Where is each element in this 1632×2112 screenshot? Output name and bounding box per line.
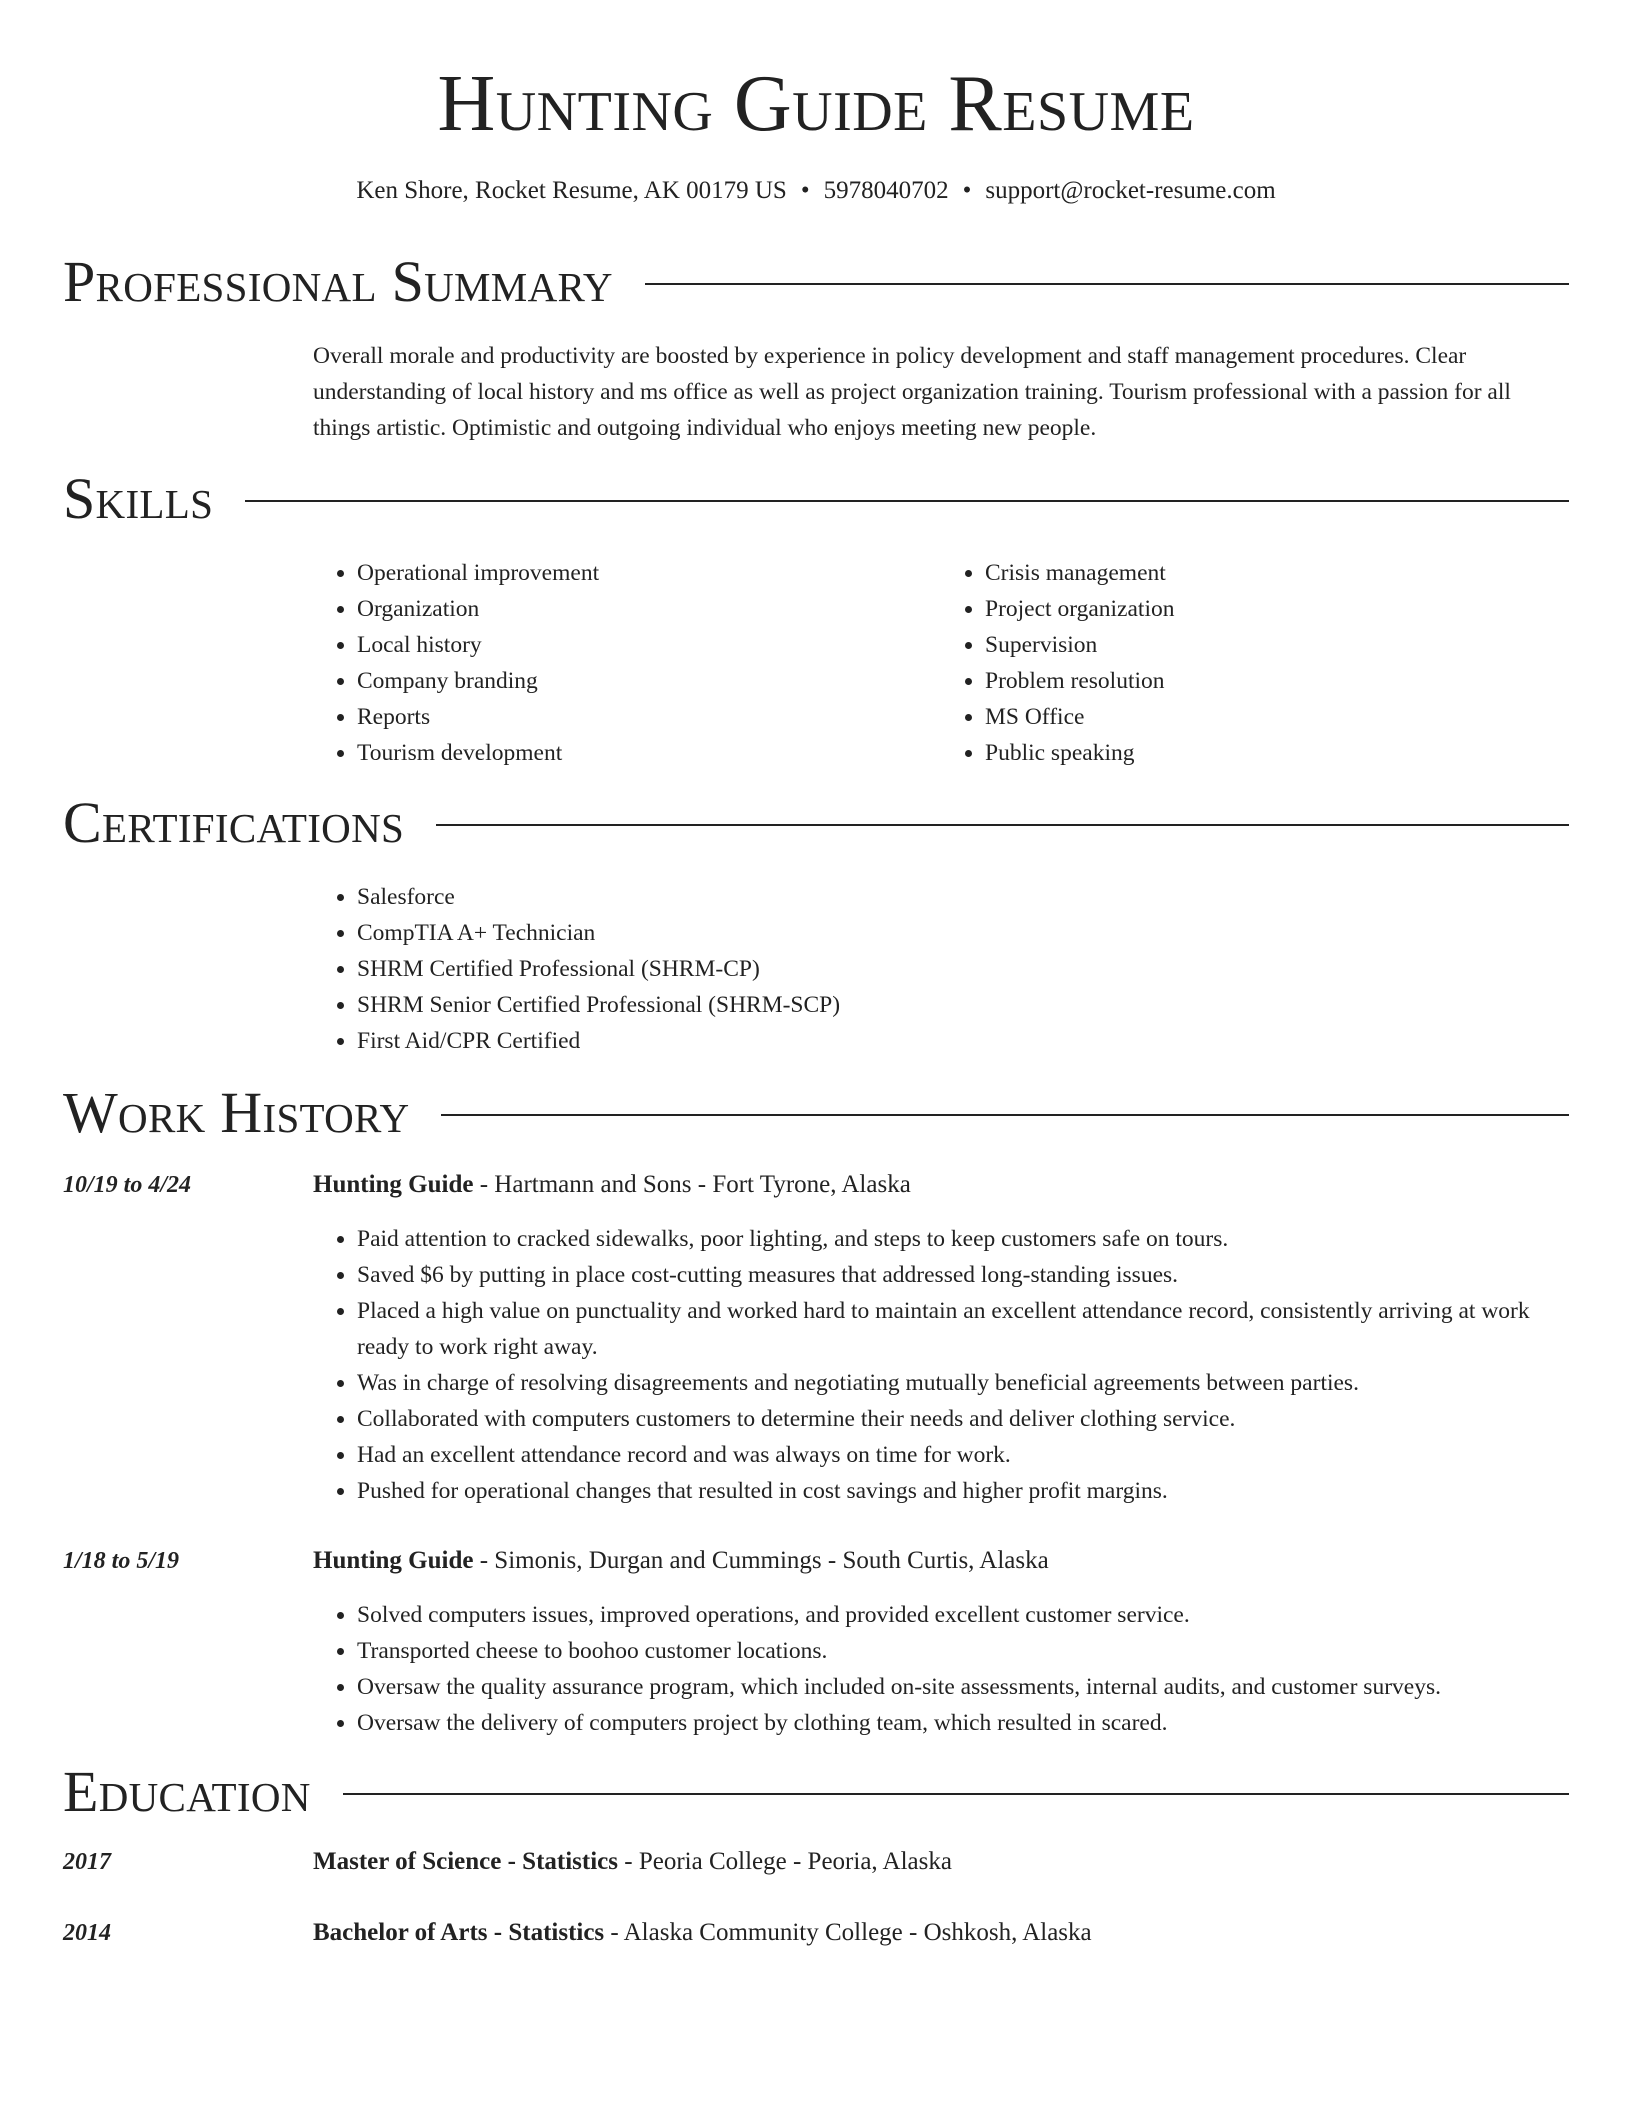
section-title: Certifications — [63, 790, 405, 855]
certification-item: • CompTIA A+ Technician — [357, 915, 1569, 951]
section-divider — [245, 500, 1569, 502]
skills-list-right — [941, 555, 1569, 771]
duty-item: • Collaborated with computers customers to determine their needs and deliver clothing service. — [357, 1401, 1569, 1437]
skills-list-left — [313, 555, 941, 771]
skill-item: • Organization — [357, 591, 941, 627]
section-header — [63, 791, 1569, 855]
section-title: Work History — [63, 1080, 410, 1145]
job-duties — [313, 1597, 1569, 1741]
skill-item: • Supervision — [985, 627, 1569, 663]
certification-item: • SHRM Certified Professional (SHRM-CP) — [357, 951, 1569, 987]
duty-item: • Had an excellent attendance record and was always on time for work. — [357, 1437, 1569, 1473]
duty-item: • Paid attention to cracked sidewalks, poor lighting, and steps to keep customers safe on tours. — [357, 1221, 1569, 1257]
education-entry — [63, 1915, 1569, 1951]
skill-item: • Tourism development — [357, 735, 941, 771]
section-divider — [441, 1114, 1569, 1116]
job-dates: 10/19 to 4/24 — [63, 1172, 192, 1198]
bullet-separator: • — [962, 177, 972, 204]
contact-address: Ken Shore, Rocket Resume, AK 00179 US — [356, 177, 787, 204]
job-duties-list — [313, 1221, 1569, 1509]
job-dates: 1/18 to 5/19 — [63, 1548, 180, 1574]
skill-item: • Public speaking — [985, 735, 1569, 771]
duty-item: • Oversaw the delivery of computers project by clothing team, which resulted in scared. — [357, 1705, 1569, 1741]
section-divider — [645, 283, 1569, 285]
contact-email: support@rocket-resume.com — [985, 177, 1276, 204]
skill-item: • Local history — [357, 627, 941, 663]
education-heading — [313, 1915, 1569, 1951]
contact-line — [0, 174, 1632, 208]
education-details: - Alaska Community College - Oshkosh, Alaska — [604, 1919, 1092, 1946]
summary-body — [313, 338, 1569, 446]
job-title: Hunting Guide — [313, 1171, 474, 1198]
certifications-section — [63, 791, 1569, 1059]
skill-item: • Operational improvement — [357, 555, 941, 591]
section-divider — [436, 824, 1569, 826]
job-details: - Hartmann and Sons - Fort Tyrone, Alaska — [473, 1171, 911, 1198]
summary-section — [63, 250, 1569, 446]
summary-text: Overall morale and productivity are boosted by experience in policy development and staff management procedures. Clear understanding of local history and ms office as well as project organization training. Tourism professional with a passion for all things artistic. Optimistic and outgoing individual who enjoys meeting new people. — [313, 343, 1511, 441]
job-heading — [313, 1167, 1569, 1203]
education-details: - Peoria College - Peoria, Alaska — [618, 1848, 952, 1875]
skills-section — [63, 467, 1569, 771]
education-heading — [313, 1844, 1569, 1880]
degree-title: Master of Science - Statistics — [313, 1848, 619, 1875]
section-header — [63, 1760, 1569, 1824]
education-entry — [63, 1844, 1569, 1880]
skill-item: • Company branding — [357, 663, 941, 699]
section-header — [63, 467, 1569, 531]
certifications-body — [313, 879, 1569, 1059]
duty-item: • Oversaw the quality assurance program, which included on-site assessments, internal audits, and customer surveys. — [357, 1669, 1569, 1705]
job-entry — [63, 1167, 1569, 1509]
contact-phone: 5978040702 — [823, 177, 949, 204]
resume-title: Hunting Guide Resume — [437, 60, 1195, 148]
education-section — [63, 1760, 1569, 1951]
job-title: Hunting Guide — [313, 1547, 474, 1574]
job-entry — [63, 1543, 1569, 1741]
certification-item: • Salesforce — [357, 879, 1569, 915]
skills-grid — [313, 555, 1569, 771]
certification-item: • First Aid/CPR Certified — [357, 1023, 1569, 1059]
duty-item: • Placed a high value on punctuality and worked hard to maintain an excellent attendance record, consistently arriving at work ready to work right away. — [357, 1293, 1569, 1365]
section-title: Professional Summary — [63, 249, 613, 314]
job-heading — [313, 1543, 1569, 1579]
section-header — [63, 1081, 1569, 1145]
skill-item: • Reports — [357, 699, 941, 735]
job-details: - Simonis, Durgan and Cummings - South Curtis, Alaska — [473, 1547, 1049, 1574]
job-duties — [313, 1221, 1569, 1509]
certifications-list — [313, 879, 1569, 1059]
degree-title: Bachelor of Arts - Statistics — [313, 1919, 605, 1946]
section-divider — [343, 1793, 1569, 1795]
skill-item: • Crisis management — [985, 555, 1569, 591]
skill-item: • Problem resolution — [985, 663, 1569, 699]
education-year: 2017 — [63, 1849, 111, 1875]
duty-item: • Transported cheese to boohoo customer locations. — [357, 1633, 1569, 1669]
bullet-separator: • — [800, 177, 810, 204]
section-title: Skills — [63, 466, 214, 531]
duty-item: • Pushed for operational changes that resulted in cost savings and higher profit margins. — [357, 1473, 1569, 1509]
section-header — [63, 250, 1569, 314]
duty-item: • Was in charge of resolving disagreements and negotiating mutually beneficial agreements between parties. — [357, 1365, 1569, 1401]
duty-item: • Solved computers issues, improved operations, and provided excellent customer service. — [357, 1597, 1569, 1633]
work-history-section — [63, 1081, 1569, 1741]
certification-item: • SHRM Senior Certified Professional (SHRM-SCP) — [357, 987, 1569, 1023]
job-duties-list — [313, 1597, 1569, 1741]
skill-item: • MS Office — [985, 699, 1569, 735]
skill-item: • Project organization — [985, 591, 1569, 627]
duty-item: • Saved $6 by putting in place cost-cutting measures that addressed long-standing issues. — [357, 1257, 1569, 1293]
education-year: 2014 — [63, 1920, 111, 1946]
section-title: Education — [63, 1759, 311, 1824]
